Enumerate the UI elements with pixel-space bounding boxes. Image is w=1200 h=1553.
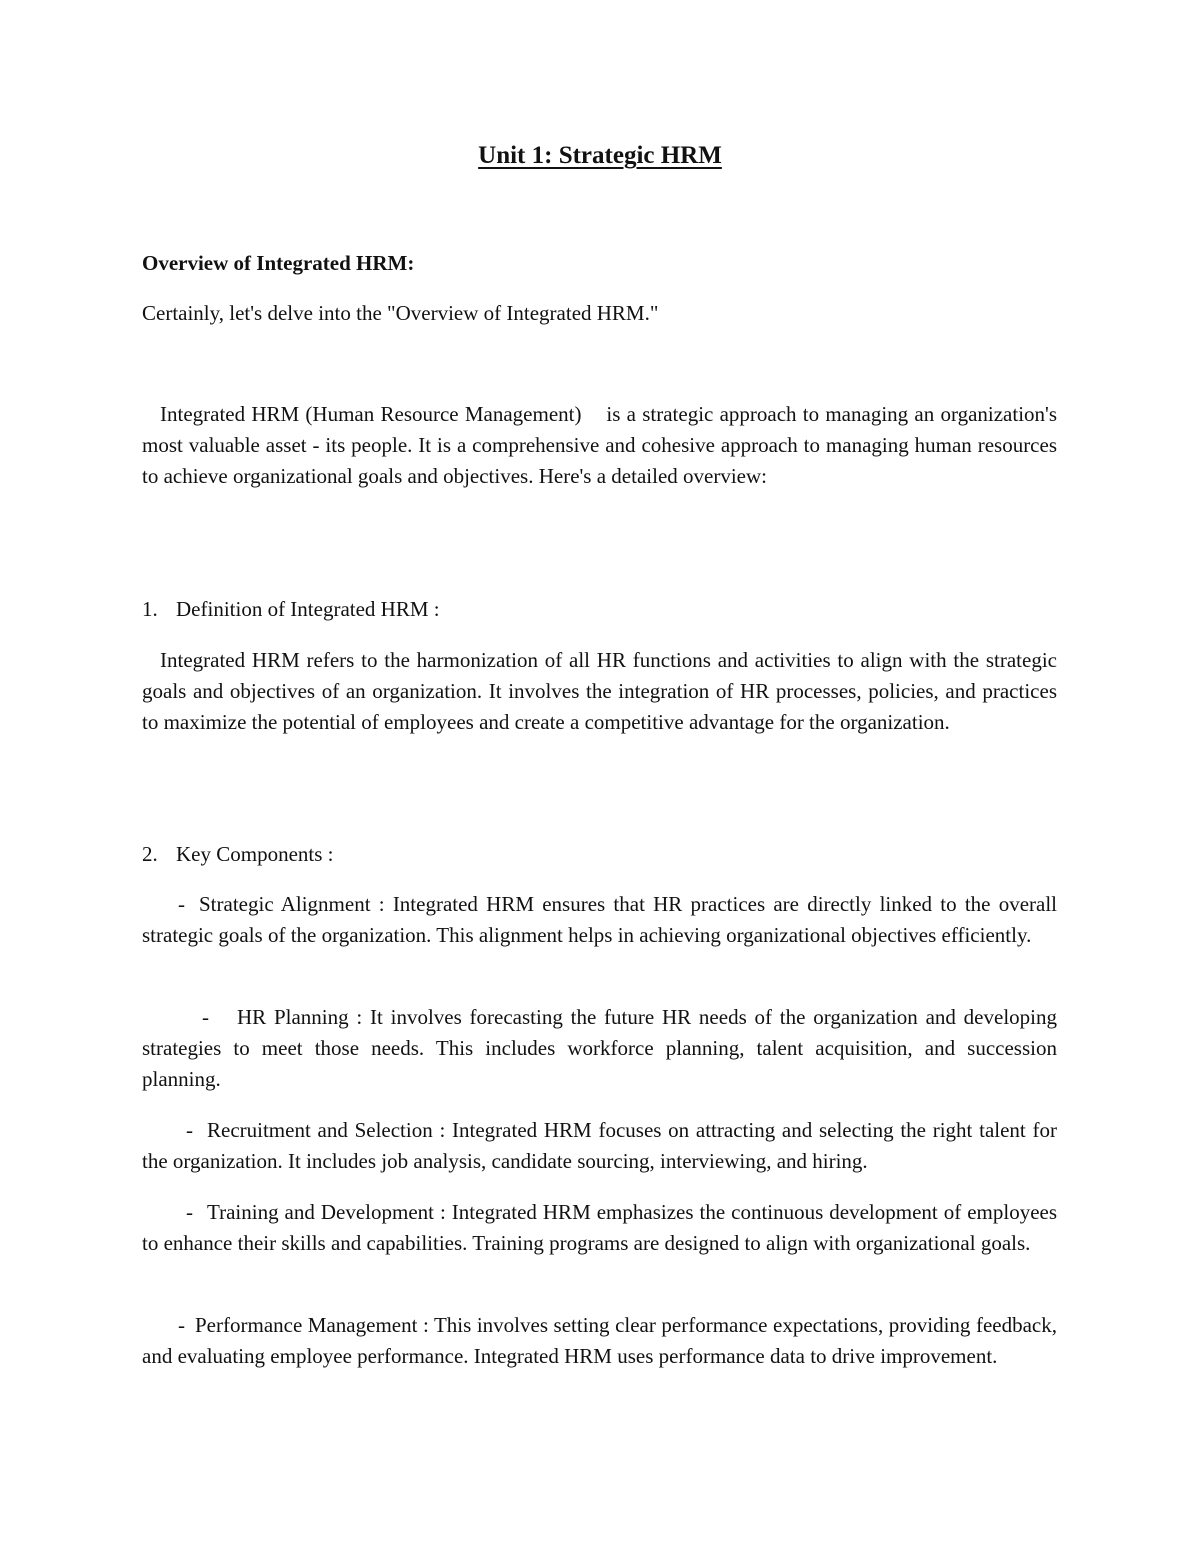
overview-heading: Overview of Integrated HRM: — [142, 251, 415, 275]
list-dash: - — [178, 892, 185, 916]
list-item-text: Integrated HRM focuses on attracting and selecting the right talent for the organization. It includes job analysis, candidate sourcing, interviewing, and hiring. — [142, 1118, 1057, 1173]
list-item-label: Recruitment and Selection : — [207, 1118, 446, 1142]
list-item-label: Strategic Alignment : — [199, 892, 385, 916]
section2-heading: Key Components : — [176, 842, 334, 866]
list-item-text: Integrated HRM ensures that HR practices are directly linked to the overall strategic goals of the organization. This alignment helps in achieving organizational objectives efficiently. — [142, 892, 1058, 947]
list-item — [142, 1310, 1057, 1372]
list-dash: - — [186, 1118, 193, 1142]
intro-line: Certainly, let's delve into the "Overview of Integrated HRM." — [142, 301, 659, 325]
intro-paragraph: Integrated HRM (Human Resource Management) is a strategic approach to managing an organization's most valuable asset - its people. It is a comprehensive and cohesive approach to managing human resources to achieve organizational goals and objectives. Here's a detailed overview: — [142, 402, 1063, 488]
section1-body: Integrated HRM refers to the harmonization of all HR functions and activities to align with the strategic goals and objectives of an organization. It involves the integration of HR processes, policies, and practices to maximize the potential of employees and create a competitive advantage for the organization. — [142, 648, 1057, 734]
list-dash: - — [202, 1005, 209, 1029]
document-title: Unit 1: Strategic HRM — [478, 142, 722, 169]
list-item — [142, 1197, 1057, 1259]
list-item-text: This involves setting clear performance expectations, providing feedback, and evaluating employee performance. Integrated HRM uses performance data to drive improvement. — [142, 1313, 1057, 1368]
list-item — [142, 889, 1057, 951]
list-item — [142, 1002, 1057, 1095]
section1-heading-line — [142, 594, 1057, 625]
list-item-text: Integrated HRM emphasizes the continuous development of employees to enhance their skills and capabilities. Training programs are designed to align with organizational goals. — [142, 1200, 1058, 1255]
list-dash: - — [178, 1313, 185, 1337]
list-item-text: It involves forecasting the future HR needs of the organization and developing strategies to meet those needs. This includes workforce planning, talent acquisition, and succession planning. — [142, 1005, 1057, 1091]
section1-heading: Definition of Integrated HRM : — [176, 597, 440, 621]
list-item-label: HR Planning : — [237, 1005, 363, 1029]
list-item — [142, 1115, 1057, 1177]
list-item-label: Training and Development : — [207, 1200, 446, 1224]
section2-heading-line — [142, 839, 1057, 870]
list-dash: - — [186, 1200, 193, 1224]
section2-number: 2. — [142, 842, 158, 866]
list-item-label: Performance Management : — [195, 1313, 429, 1337]
section1-number: 1. — [142, 597, 158, 621]
